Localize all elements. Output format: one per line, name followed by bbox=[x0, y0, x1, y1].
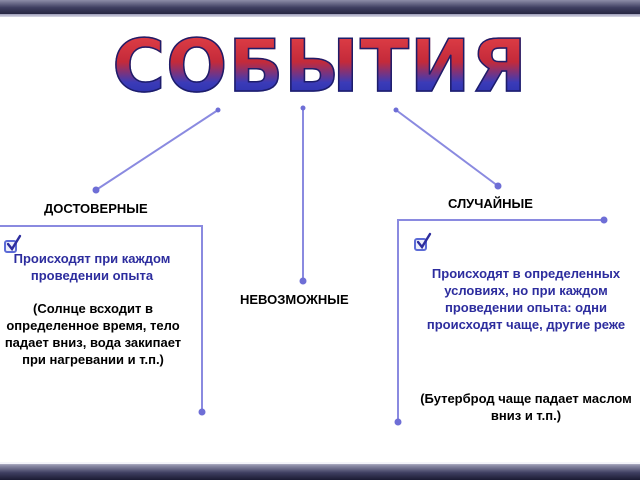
bottom-decor-bar bbox=[0, 462, 640, 480]
checkbox-check-icon bbox=[414, 238, 427, 251]
label-impossible: НЕВОЗМОЖНЫЕ bbox=[240, 292, 349, 307]
certain-description: Происходят при каждом проведении опыта bbox=[13, 251, 171, 283]
arrow-to-certain bbox=[96, 110, 218, 190]
random-description: Происходят в определенных условиях, но при каждом проведении опыта: одни происходят чаще, другие реже bbox=[426, 266, 626, 332]
certain-example: (Солнце всходит в определенное время, тело падает вниз, вода закипает при нагревании и т.п.) bbox=[4, 301, 182, 367]
random-example: (Бутерброд чаще падает маслом вниз и т.п.) bbox=[420, 391, 632, 423]
label-certain: ДОСТОВЕРНЫЕ bbox=[44, 201, 148, 216]
arrow-to-random bbox=[396, 110, 498, 186]
label-random: СЛУЧАЙНЫЕ bbox=[448, 196, 533, 211]
page-title: СОБЫТИЯ bbox=[100, 25, 540, 107]
